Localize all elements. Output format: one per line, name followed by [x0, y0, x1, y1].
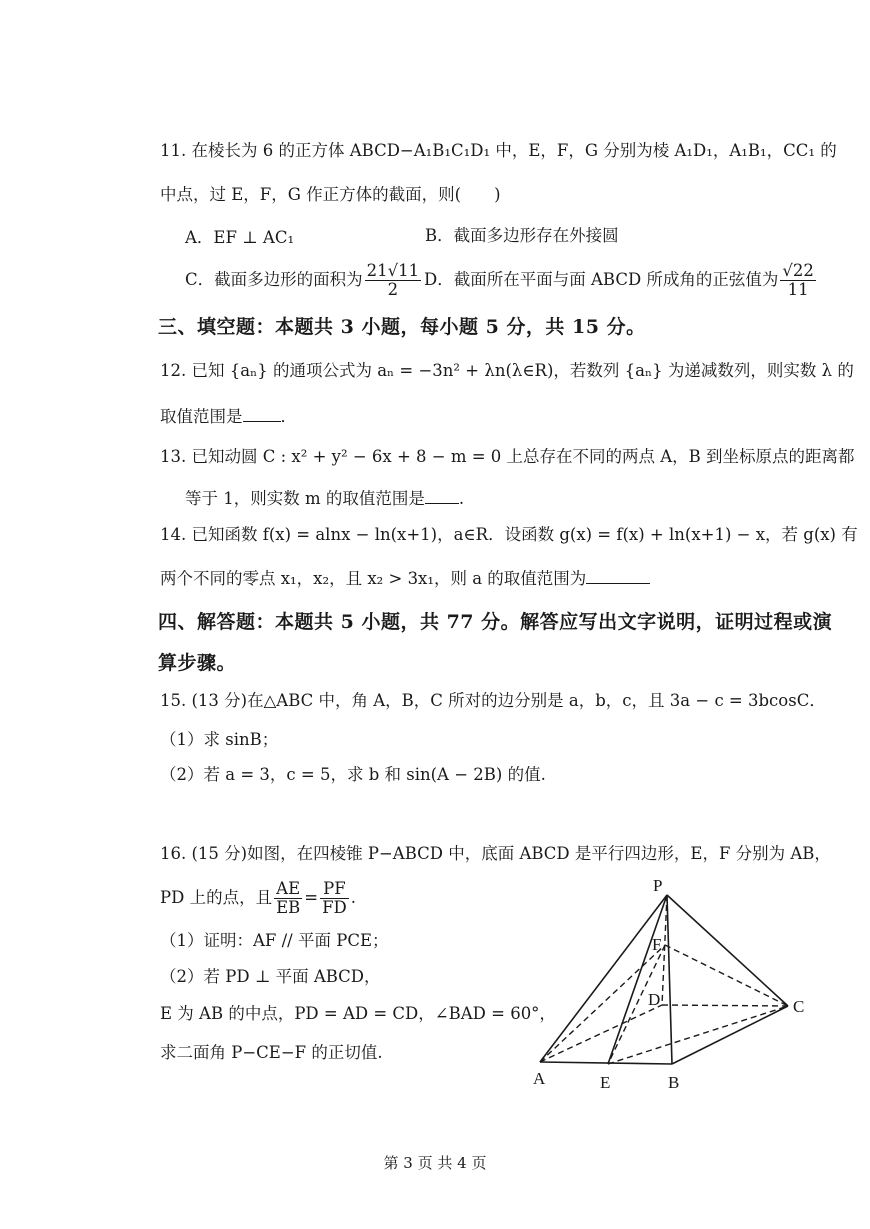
vertex-label-e: E [600, 1073, 611, 1092]
q16-line2-text: PD 上的点，且 [160, 888, 273, 907]
q13-line1: 13. 已知动圆 C : x² + y² − 6x + 8 − m = 0 上总存在不同的两点 A，B 到坐标原点的距离都 [160, 447, 855, 466]
q16-frac2-denominator: FD [322, 898, 347, 917]
q16-part2: （2）若 PD ⊥ 平面 ABCD， [160, 967, 381, 986]
pyramid-diagram [520, 870, 820, 1100]
vertex-label-p: P [653, 876, 663, 895]
q11-option-a: A．EF ⊥ AC₁ [185, 228, 295, 247]
vertex-label-a: A [533, 1069, 546, 1088]
q15-part1: （1）求 sinB； [160, 730, 279, 749]
edge-pc [667, 895, 788, 1006]
q12-line1: 12. 已知 {aₙ} 的通项公式为 aₙ = −3n² + λn(λ∈R)，若数列 {aₙ} 为递减数列，则实数 λ 的 [160, 361, 854, 380]
q16-equals: = [304, 888, 319, 907]
q16-part1: （1）证明：AF // 平面 PCE； [160, 931, 389, 950]
q13-line2 [185, 487, 464, 510]
q13-line2-end: . [458, 489, 465, 508]
q16-frac1-denominator: EB [276, 898, 301, 917]
q11-option-c-text: C．截面多边形的面积为 [185, 270, 363, 289]
q13-answer-blank [425, 487, 459, 504]
edge-af-hidden [540, 945, 665, 1062]
q16-line6: 求二面角 P−CE−F 的正切值. [160, 1043, 383, 1062]
q11-line2: 中点，过 E，F，G 作正方体的截面，则( ) [160, 185, 501, 204]
edge-pe [608, 895, 667, 1064]
q12-line2 [160, 405, 297, 428]
section-4-heading-line1: 四、解答题：本题共 5 小题，共 77 分。解答应写出文字说明，证明过程或演 [158, 611, 833, 633]
q15-part2: （2）若 a = 3，c = 5，求 b 和 sin(A − 2B) 的值. [160, 765, 546, 784]
q14-answer-blank [586, 567, 650, 584]
q12-line2-end: ． [280, 407, 297, 426]
q16-line5: E 为 AB 的中点，PD = AD = CD，∠BAD = 60°， [160, 1004, 556, 1023]
q11-option-d [424, 262, 818, 299]
q16-line2-end: . [350, 888, 357, 907]
q11-option-d-fraction [780, 262, 816, 299]
q14-line1: 14. 已知函数 f(x) = alnx − ln(x+1)，a∈R．设函数 g(x) = f(x) + ln(x+1) − x，若 g(x) 有 [160, 525, 858, 544]
vertex-label-f: F [652, 935, 662, 954]
q16-line2 [160, 880, 356, 917]
vertex-label-c: C [793, 997, 805, 1016]
edge-pb [667, 895, 672, 1064]
q11-option-b: B．截面多边形存在外接圆 [425, 226, 619, 245]
q12-answer-blank [243, 405, 281, 422]
q16-line1: 16. (15 分)如图，在四棱锥 P−ABCD 中，底面 ABCD 是平行四边形，E，F 分别为 AB， [160, 844, 831, 863]
q13-line2-text: 等于 1，则实数 m 的取值范围是 [185, 489, 425, 508]
q11-option-d-text: D．截面所在平面与面 ABCD 所成角的正弦值为 [424, 270, 779, 289]
q11-option-d-denominator: 11 [787, 280, 809, 299]
q11-option-c-denominator: 2 [387, 280, 399, 299]
edge-fc-hidden [665, 945, 788, 1006]
q15-line1: 15. (13 分)在△ABC 中，角 A，B，C 所对的边分别是 a，b，c，且 3a − c = 3bcosC． [160, 691, 826, 710]
vertex-label-b: B [668, 1073, 680, 1092]
vertex-label-d: D [648, 990, 661, 1009]
q11-option-c-numerator: 21√11 [366, 261, 420, 280]
edge-ab [540, 1062, 672, 1064]
q16-frac1-numerator: AE [274, 880, 302, 899]
q11-option-c [185, 262, 423, 299]
q14-line2-text: 两个不同的零点 x₁，x₂，且 x₂ > 3x₁，则 a 的取值范围为 [160, 569, 587, 588]
section-4-heading-line2: 算步骤。 [158, 652, 237, 674]
q11-line1: 11. 在棱长为 6 的正方体 ABCD−A₁B₁C₁D₁ 中，E，F，G 分别为棱 A₁D₁，A₁B₁，CC₁ 的 [160, 141, 837, 160]
edge-ec-hidden [608, 1006, 788, 1064]
page-footer: 第 3 页 共 4 页 [383, 1154, 487, 1172]
section-3-heading: 三、填空题：本题共 3 小题，每小题 5 分，共 15 分。 [158, 316, 646, 338]
q16-fraction-pf-fd [320, 880, 349, 917]
q11-option-c-fraction [365, 262, 422, 299]
edge-pa [540, 895, 667, 1062]
q11-option-d-numerator: √22 [782, 261, 814, 280]
q14-line2 [160, 567, 650, 590]
q16-frac2-numerator: PF [320, 880, 349, 899]
edge-bc [672, 1006, 788, 1064]
q16-fraction-ae-eb [274, 880, 302, 917]
edge-dc-hidden [662, 1005, 788, 1006]
edge-ad-hidden [540, 1005, 662, 1062]
q12-line2-text: 取值范围是 [160, 407, 243, 426]
